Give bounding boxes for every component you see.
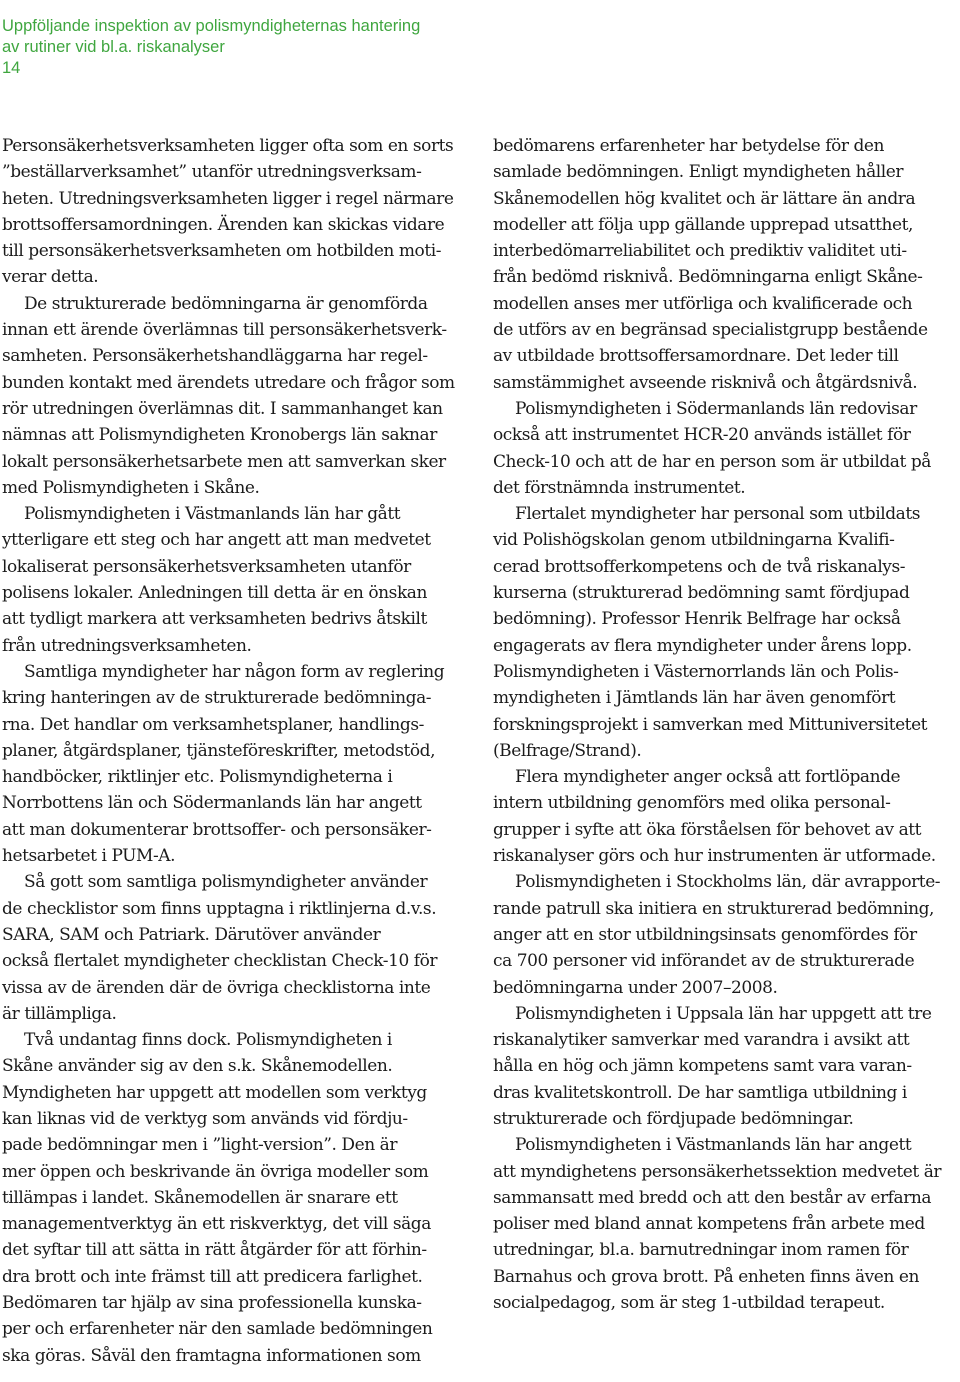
text-line: (Belfrage/Strand). (493, 740, 642, 761)
text-line: modellen anses mer utförliga och kvalificerade och (493, 293, 913, 314)
text-line: kurserna (strukturerad bedömning samt fördjupad (493, 583, 910, 604)
text-line: rna. Det handlar om verksamhetsplaner, handlings- (2, 714, 424, 735)
text-line: Två undantag finns dock. Polismyndigheten i (24, 1030, 392, 1051)
text-line: engagerats av flera myndigheter under årens lopp. (493, 635, 912, 656)
text-line: dra brott och inte främst till att predicera farlighet. (2, 1266, 423, 1287)
text-line: bedömningarna under 2007–2008. (493, 977, 778, 998)
text-line: bunden kontakt med ärendets utredare och frågor som (2, 372, 455, 393)
text-line: Samtliga myndigheter har någon form av reglering (24, 661, 445, 682)
text-line: från utredningsverksamheten. (2, 635, 252, 656)
text-line: att tydligt markera att verksamheten bedrivs åtskilt (2, 609, 427, 630)
text-line: hetsarbetet i PUM-A. (2, 846, 176, 867)
text-line: verar detta. (2, 267, 99, 288)
text-line: lokalt personsäkerhetsarbete men att samverkan sker (2, 451, 446, 472)
text-line: vissa av de ärenden där de övriga checklistorna inte (2, 977, 431, 998)
text-line: samstämmighet avseende risknivå och åtgärdsnivå. (493, 372, 918, 393)
left-text-column (2, 133, 472, 1369)
text-line: bedömarens erfarenheter har betydelse för den (493, 136, 885, 156)
text-line: interbedömarreliabilitet och prediktiv validitet uti- (493, 241, 907, 262)
text-line: Norrbottens län och Södermanlands län har angett (2, 793, 422, 814)
text-line: också flertalet myndigheter checklistan Check-10 för (2, 951, 438, 972)
text-line: handböcker, riktlinjer etc. Polismyndigheterna i (2, 767, 393, 788)
text-line: ca 700 personer vid införandet av de strukturerade (493, 951, 915, 972)
text-line: rande patrull ska initiera en strukturerad bedömning, (493, 898, 934, 919)
text-line: poliser med bland annat kompetens från arbete med (493, 1214, 925, 1235)
running-header (2, 16, 462, 79)
text-line: riskanalyser görs och hur instrumenten är utformade. (493, 846, 936, 867)
text-line: modeller att följa upp gällande upprepad utsatthet, (493, 214, 913, 235)
text-line: av utbildade brottsoffersamordnare. Det leder till (493, 346, 899, 367)
text-line: tillämpas i landet. Skånemodellen är snarare ett (2, 1187, 398, 1208)
text-line: Polismyndigheten i Västernorrlands län och Polis- (493, 661, 899, 682)
text-line: är tillämpliga. (2, 1003, 117, 1024)
text-line: polisens lokaler. Anledningen till detta är en önskan (2, 583, 427, 604)
text-line: ska göras. Såväl den framtagna informationen som (2, 1345, 421, 1366)
text-line: Polismyndigheten i Södermanlands län redovisar (515, 398, 917, 419)
text-line: planer, åtgärdsplaner, tjänsteföreskrifter, metodstöd, (2, 740, 436, 761)
text-line: lokaliserat personsäkerhetsverksamheten utanför (2, 556, 411, 577)
text-line: rör utredningen överlämnas dit. I sammanhanget kan (2, 398, 443, 419)
text-line: till personsäkerhetsverksamheten om hotbilden moti- (2, 241, 442, 262)
text-line: Polismyndigheten i Västmanlands län har gått (24, 504, 401, 525)
text-line: nämnas att Polismyndigheten Kronobergs län saknar (2, 425, 437, 446)
text-line: ”beställarverksamhet” utanför utredningsverksam- (2, 162, 422, 183)
text-line: cerad brottsofferkompetens och de två riskanalys- (493, 556, 906, 577)
text-line: Myndigheten har uppgett att modellen som verktyg (2, 1082, 427, 1103)
text-line: samheten. Personsäkerhetshandläggarna har regel- (2, 346, 428, 367)
text-line: Polismyndigheten i Västmanlands län har angett (515, 1135, 912, 1156)
header-title-line-2: av rutiner vid bl.a. riskanalyser (2, 38, 225, 56)
text-line: pade bedömningar men i ”light-version”. Den är (2, 1135, 398, 1156)
text-line: innan ett ärende överlämnas till personsäkerhetsverk- (2, 320, 447, 341)
text-line: myndigheten i Jämtlands län har även genomfört (493, 688, 896, 709)
text-line: kring hanteringen av de strukturerade bedömninga- (2, 688, 432, 709)
text-line: hålla en hög och jämn kompetens samt vara varan- (493, 1056, 912, 1077)
text-line: grupper i syfte att öka förståelsen för behovet av att (493, 819, 922, 840)
text-line: sammansatt med bredd och att den består av erfarna (493, 1187, 932, 1208)
text-line: SARA, SAM och Patriark. Därutöver använder (2, 924, 381, 945)
text-line: de utförs av en begränsad specialistgrupp bestående (493, 320, 928, 341)
text-line: De strukturerade bedömningarna är genomförda (24, 293, 428, 314)
page-number: 14 (2, 59, 21, 77)
text-line: från bedömd risknivå. Bedömningarna enligt Skåne- (493, 267, 923, 288)
text-line: Barnahus och grova brott. På enheten finns även en (493, 1266, 919, 1287)
text-line: intern utbildning genomförs med olika personal- (493, 793, 891, 814)
text-line: dras kvalitetskontroll. De har samtliga utbildning i (493, 1082, 907, 1103)
header-title-line-1: Uppföljande inspektion av polismyndigheternas hantering (2, 17, 421, 35)
text-line: att man dokumenterar brottsoffer- och personsäker- (2, 819, 432, 840)
text-line: Check-10 och att de har en person som är utbildat på (493, 451, 931, 472)
text-line: socialpedagog, som är steg 1-utbildad terapeut. (493, 1293, 885, 1314)
text-line: Polismyndigheten i Uppsala län har uppgett att tre (515, 1003, 932, 1024)
text-line: Flera myndigheter anger också att fortlöpande (515, 767, 901, 788)
text-line: Flertalet myndigheter har personal som utbildats (515, 504, 920, 525)
text-line: managementverktyg än ett riskverktyg, det vill säga (2, 1214, 431, 1235)
text-line: bedömning). Professor Henrik Belfrage har också (493, 609, 901, 630)
text-line: Personsäkerhetsverksamheten ligger ofta som en sorts (2, 136, 454, 156)
text-line: heten. Utredningsverksamheten ligger i regel närmare (2, 188, 454, 209)
text-line: Polismyndigheten i Stockholms län, där avrapporte- (515, 872, 941, 893)
text-line: brottsoffersamordningen. Ärenden kan skickas vidare (2, 214, 445, 235)
text-line: det syftar till att sätta in rätt åtgärder för att förhin- (2, 1240, 427, 1261)
text-line: Skåne använder sig av den s.k. Skånemodellen. (2, 1056, 393, 1077)
text-line: det förstnämnda instrumentet. (493, 477, 746, 498)
text-line: ytterligare ett steg och har angett att man medvetet (2, 530, 431, 551)
text-line: anger att en stor utbildningsinsats genomfördes för (493, 924, 917, 945)
text-line: samlade bedömningen. Enligt myndigheten håller (493, 162, 904, 183)
text-line: vid Polishögskolan genom utbildningarna Kvalifi- (493, 530, 895, 551)
text-line: strukturerade och fördjupade bedömningar. (493, 1108, 854, 1129)
text-line: Bedömaren tar hjälp av sina professionella kunska- (2, 1293, 422, 1314)
text-line: med Polismyndigheten i Skåne. (2, 477, 260, 498)
text-line: forskningsprojekt i samverkan med Mittuniversitetet (493, 714, 928, 735)
text-line: också att instrumentet HCR-20 används istället för (493, 425, 911, 446)
text-line: utredningar, bl.a. barnutredningar inom ramen för (493, 1240, 909, 1261)
text-line: de checklistor som finns upptagna i riktlinjerna d.v.s. (2, 898, 437, 919)
text-line: riskanalytiker samverkar med varandra i avsikt att (493, 1030, 910, 1051)
text-line: per och erfarenheter när den samlade bedömningen (2, 1319, 433, 1340)
text-line: Skånemodellen hög kvalitet och är lättare än andra (493, 188, 916, 209)
text-line: mer öppen och beskrivande än övriga modeller som (2, 1161, 429, 1182)
right-text-column (493, 133, 959, 1316)
text-line: att myndighetens personsäkerhetssektion medvetet är (493, 1161, 942, 1182)
text-line: kan liknas vid de verktyg som används vid fördju- (2, 1108, 408, 1129)
text-line: Så gott som samtliga polismyndigheter använder (24, 872, 428, 893)
